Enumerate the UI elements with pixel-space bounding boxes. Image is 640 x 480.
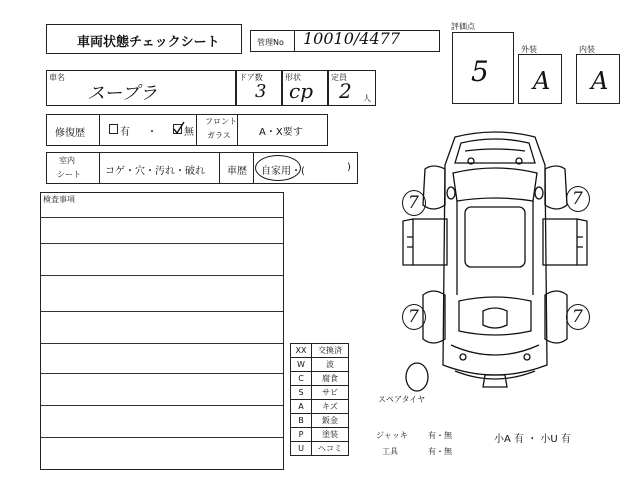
legend-label: 塗装 [312,428,349,442]
legend-row [291,386,349,400]
shape-box [282,70,328,106]
vehicle-name-label: 車名 [49,73,65,82]
vehicle-history-close: ) [347,162,351,173]
score-value: 5 [471,55,489,88]
doors-label: ドア数 [239,73,263,82]
front-glass-label-line1: フロント [205,117,237,126]
exterior-grade-label: 外装 [521,45,537,54]
divider [219,153,220,183]
jack-value: 有・無 [428,431,452,440]
tools-value: 有・無 [428,447,452,456]
legend-code: C [291,372,312,386]
management-number-label: 管理No [257,38,284,47]
small-damage-note: 小A 有 ・ 小U 有 [494,434,571,445]
repair-history-row [46,114,328,146]
shape-label: 形状 [285,73,301,82]
interior-grade-label: 内装 [579,45,595,54]
vehicle-history-label: 車歴 [227,166,247,177]
legend-row [291,400,349,414]
legend-row [291,414,349,428]
car-damage-diagram [395,125,595,400]
legend-code: XX [291,344,312,358]
legend-label: 鈑金 [312,414,349,428]
tire-mark-rear-left [402,304,426,330]
damage-legend-table [290,343,349,456]
car-outline [403,132,587,387]
repair-separator: ・ [147,127,157,138]
private-use-circle [255,155,301,181]
jack-label: ジャッキ [376,431,408,440]
repair-yes-label: 有 [120,127,130,138]
vehicle-name-box [46,70,236,106]
inspection-items-box [40,192,284,470]
interior-sheet-label-line1: 室内 [59,156,75,165]
vehicle-history-value: 自家用・( [261,166,305,177]
legend-code: B [291,414,312,428]
legend-label: キズ [312,400,349,414]
legend-row [291,358,349,372]
tire-mark-value: 7 [408,193,419,213]
front-glass-label-line2: ガラス [207,131,231,140]
capacity-label: 定員 [331,73,347,82]
divider [99,153,100,183]
tire-mark-value: 7 [408,307,419,327]
legend-label: ヘコミ [312,442,349,456]
legend-row [291,442,349,456]
repair-no-checkbox [173,124,182,134]
interior-grade-box [576,45,620,104]
doors-value: 3 [255,81,267,102]
capacity-value: 2 [339,79,352,103]
exterior-grade-value: A [533,67,551,95]
legend-label: 波 [312,358,349,372]
legend-code: S [291,386,312,400]
legend-row [291,344,349,358]
inspection-items-label: 検査事項 [43,195,75,204]
tire-mark-front-right [566,186,590,212]
front-glass-value: A・X要す [259,127,303,138]
tire-mark-front-left [402,190,426,216]
legend-row [291,428,349,442]
management-number-box [250,30,440,52]
tools-label: 工具 [382,447,398,456]
legend-label: 腐食 [312,372,349,386]
score-label: 評価点 [451,22,475,31]
legend-code: U [291,442,312,456]
vehicle-name-value: スープラ [87,83,158,104]
divider [99,115,100,145]
sheet-title-box [46,24,242,54]
sheet-title: 車両状態チェックシート [77,35,220,50]
divider [294,31,295,51]
legend-label: サビ [312,386,349,400]
divider [237,115,238,145]
exterior-grade-box [518,45,562,104]
spare-tire-label: スペアタイヤ [378,395,426,404]
interior-sheet-row [46,152,358,184]
interior-sheet-value: コゲ・穴・汚れ・破れ [105,166,205,177]
spare-tire-icon [406,363,428,391]
legend-code: W [291,358,312,372]
divider [196,114,197,146]
interior-grade-value: A [591,67,609,95]
divider [253,153,254,183]
capacity-unit: 人 [363,94,371,103]
repair-no-label: 無 [184,127,194,138]
score-box [451,22,514,104]
interior-sheet-label-line2: シート [57,170,81,179]
capacity-box [328,70,376,106]
tire-mark-rear-right [566,304,590,330]
shape-value: cp [289,79,314,103]
tire-mark-value: 7 [572,189,583,209]
doors-box [236,70,282,106]
legend-code: P [291,428,312,442]
tire-mark-value: 7 [572,307,583,327]
repair-history-label: 修復歴 [55,128,85,139]
management-number-value: 10010/4477 [303,29,401,48]
legend-row [291,372,349,386]
legend-label: 交換済 [312,344,349,358]
repair-yes-checkbox [109,124,118,134]
legend-code: A [291,400,312,414]
